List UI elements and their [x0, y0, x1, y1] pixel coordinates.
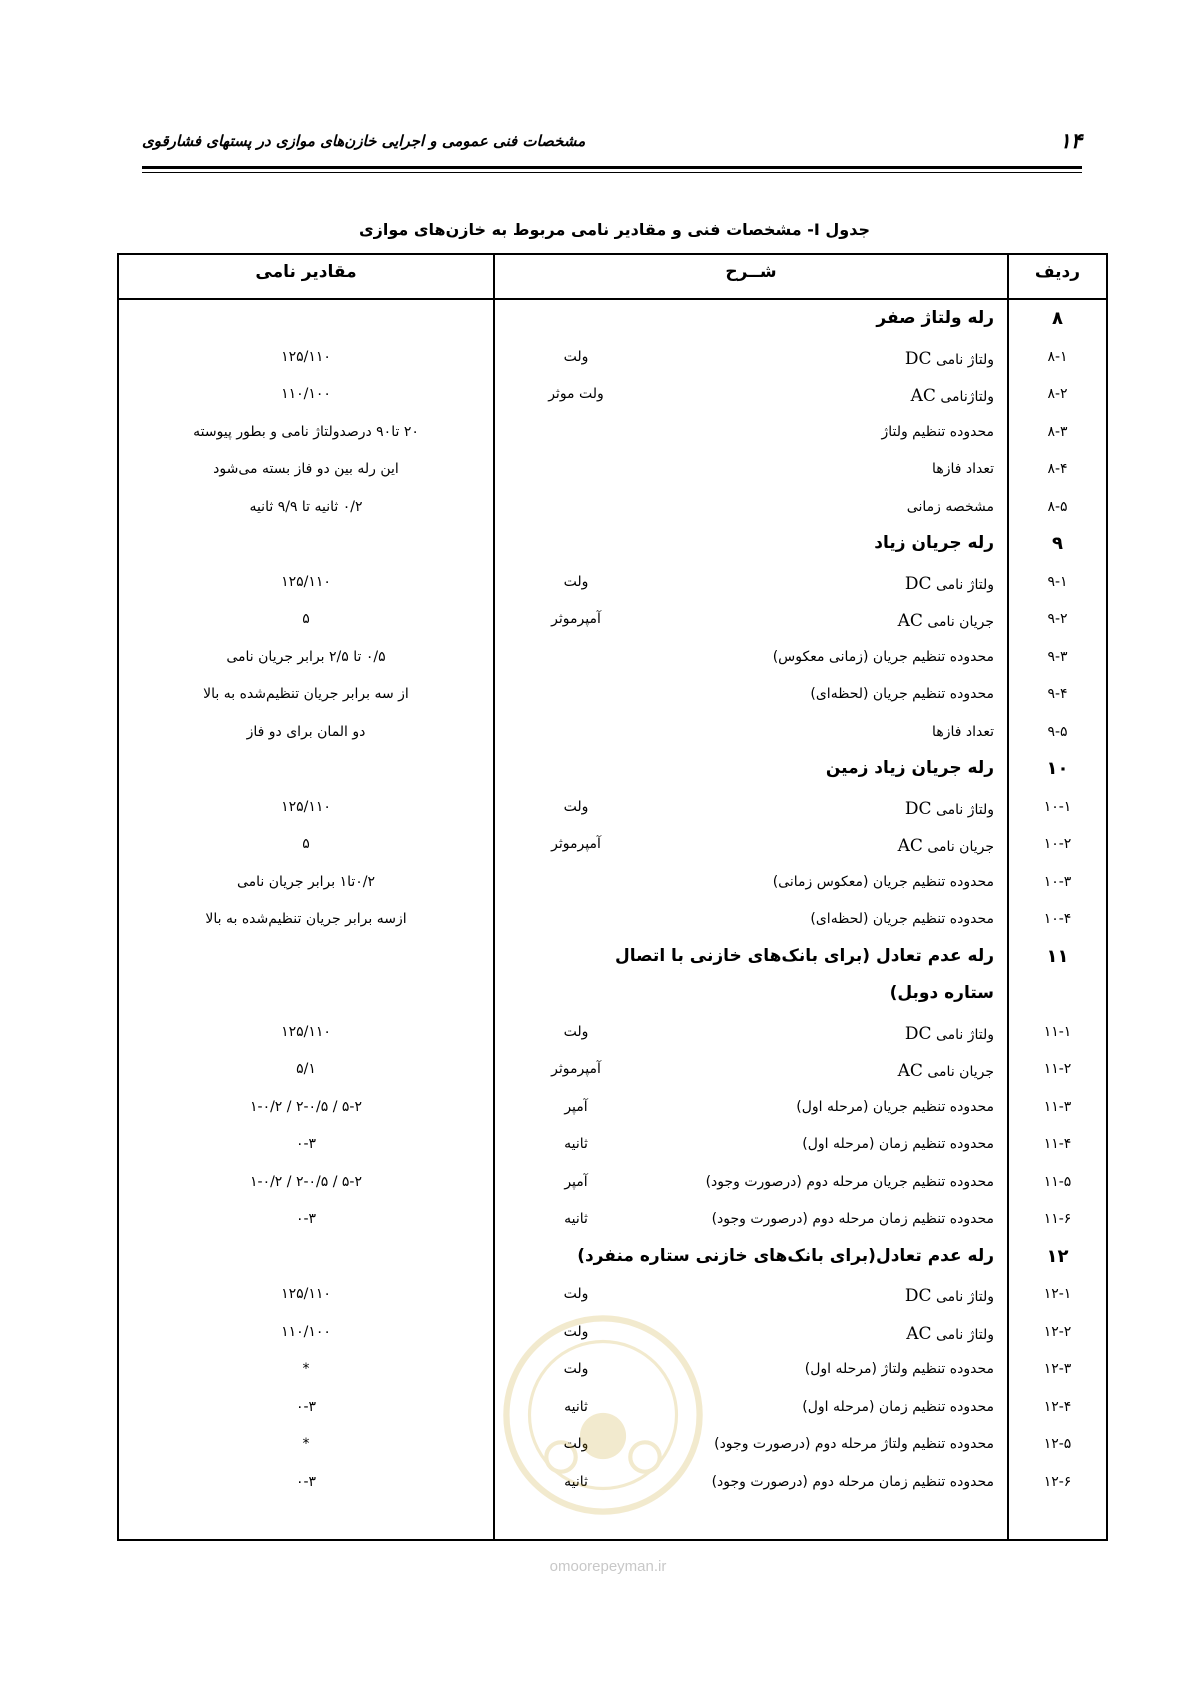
section-row [119, 1241, 1106, 1279]
row-number: ۱۲-۱ [1043, 1286, 1072, 1302]
column-header-desc: شــرح [725, 262, 777, 282]
table-row [119, 1128, 1106, 1166]
row-description [724, 611, 994, 631]
description-text: جریان نامی [927, 1064, 994, 1080]
row-number: ۱۲-۳ [1043, 1361, 1072, 1377]
description-text: ولتاژ نامی [935, 1289, 994, 1305]
row-value: ازسه برابر جریان تنظیم‌شده به بالا [205, 911, 407, 927]
description-latin: DC [904, 573, 932, 594]
table-row [119, 603, 1106, 641]
table-row [119, 791, 1106, 829]
row-description [494, 1246, 994, 1266]
description-text: ولتاژ نامی [935, 1026, 994, 1043]
row-description [724, 799, 994, 819]
row-description [724, 836, 994, 856]
row-value: ۵-۲ / ۲-۰/۵ / ۱-۰/۲ [250, 1098, 362, 1115]
row-value: ۰/۲ ثانیه تا ۹/۹ ثانیه [249, 498, 363, 515]
header-rule-thin [142, 172, 1082, 173]
table-row [119, 678, 1106, 716]
row-description [714, 1436, 994, 1452]
table-row [119, 416, 1106, 454]
row-description [711, 1473, 994, 1490]
description-latin: AC [897, 611, 923, 631]
table-row [119, 1166, 1106, 1204]
row-number: ۱۱-۶ [1043, 1211, 1072, 1227]
description-latin: DC [904, 1023, 932, 1044]
row-description [724, 499, 994, 515]
row-unit: ولت [563, 1436, 589, 1452]
table-row [119, 1091, 1106, 1129]
row-number: ۱۱-۳ [1043, 1098, 1072, 1115]
row-description [724, 1099, 994, 1115]
section-row [119, 303, 1106, 341]
description-text: مشخصه زمانی [906, 498, 994, 515]
section-row [119, 753, 1106, 791]
row-number: ۹-۱ [1047, 573, 1068, 590]
row-unit: ولت [563, 1361, 589, 1377]
row-description [711, 1211, 994, 1227]
row-value: ۰-۳ [295, 1211, 317, 1227]
row-unit: ثانیه [564, 1473, 588, 1490]
row-value: ۱۲۵/۱۱۰ [281, 573, 331, 590]
row-description [724, 911, 994, 927]
row-description [724, 1061, 994, 1081]
page-number: ۱۴ [1059, 128, 1082, 153]
page-header [142, 128, 1082, 168]
description-text: محدوده تنظیم زمان (مرحله اول) [802, 1136, 994, 1152]
row-unit: ثانیه [564, 1136, 588, 1152]
row-description [724, 649, 994, 665]
description-text: ولتاژ نامی [935, 1326, 994, 1343]
row-value: ۰-۳ [295, 1136, 317, 1152]
row-number: ۱۰ [1046, 758, 1069, 779]
description-text: ولتاژ نامی [935, 801, 994, 818]
row-number: ۱۲-۶ [1043, 1473, 1072, 1490]
row-number: ۱۱-۴ [1043, 1136, 1072, 1152]
row-unit: ولت [563, 1286, 589, 1302]
row-number: ۹-۴ [1047, 686, 1068, 702]
row-number: ۱۰-۳ [1043, 873, 1072, 890]
row-value: * [302, 1361, 310, 1377]
row-description [724, 386, 994, 406]
description-latin: AC [906, 1323, 932, 1344]
row-number: ۹-۵ [1047, 723, 1068, 740]
row-value: ۰-۳ [295, 1473, 317, 1490]
table-row [119, 491, 1106, 529]
row-description [494, 946, 994, 966]
row-description [494, 533, 994, 553]
description-text: ولتاژنامی [940, 389, 994, 405]
row-number: ۸-۴ [1047, 461, 1068, 477]
description-text: رله ولتاژ صفر [876, 308, 994, 328]
table-row [119, 566, 1106, 604]
table-row [119, 866, 1106, 904]
description-latin: DC [904, 1286, 932, 1306]
row-number: ۱۰-۱ [1043, 798, 1072, 815]
description-text: جریان نامی [927, 839, 994, 855]
row-description [724, 1136, 994, 1152]
row-unit: ولت [563, 1323, 589, 1340]
row-description [724, 424, 994, 440]
column-header-no: ردیف [1034, 262, 1081, 282]
row-value: ۱۱۰/۱۰۰ [281, 386, 331, 402]
row-value: ۱۲۵/۱۱۰ [281, 798, 331, 815]
row-value: ۱۲۵/۱۱۰ [281, 1023, 331, 1040]
row-description [724, 1399, 994, 1415]
row-description [724, 724, 994, 740]
row-description [724, 874, 994, 890]
row-number: ۱۲-۴ [1043, 1398, 1072, 1415]
description-text: محدوده تنظیم جریان (لحظه‌ای) [810, 911, 994, 927]
row-value: * [302, 1436, 310, 1452]
row-number: ۹-۳ [1047, 648, 1068, 665]
row-value: ۱۲۵/۱۱۰ [281, 348, 331, 365]
table-row [119, 716, 1106, 754]
description-text: رله جریان زیاد [874, 533, 994, 553]
row-unit: آمپر [564, 1098, 588, 1115]
row-value: ۵/۱ [296, 1061, 316, 1077]
table-row [119, 641, 1106, 679]
description-text: محدوده تنظیم جریان (معکوس زمانی) [772, 873, 994, 890]
row-unit: آمپرموثر [551, 1061, 601, 1077]
row-value: ۱۲۵/۱۱۰ [281, 1286, 331, 1302]
table-row [119, 903, 1106, 941]
row-description [724, 1361, 994, 1377]
description-text: محدوده تنظیم جریان مرحله دوم (درصورت وجود) [705, 1173, 994, 1190]
description-latin: DC [904, 798, 932, 819]
row-number: ۹ [1052, 533, 1063, 554]
description-text: محدوده تنظیم زمان (مرحله اول) [802, 1398, 994, 1415]
description-text: محدوده تنظیم جریان (مرحله اول) [796, 1098, 994, 1115]
row-description [724, 1024, 994, 1044]
row-number: ۸-۵ [1047, 498, 1068, 515]
description-text: تعداد فازها [932, 723, 994, 740]
description-text: ولتاژ نامی [935, 351, 994, 368]
row-description [724, 1286, 994, 1306]
row-description [494, 983, 994, 1003]
column-header-val: مقادیر نامی [255, 262, 357, 282]
row-value: ۲۰ تا۹۰ درصدولتاژ نامی و بطور پیوسته [193, 423, 419, 440]
description-text: محدوده تنظیم ولتاژ مرحله دوم (درصورت وجود) [714, 1436, 994, 1452]
row-number: ۹-۲ [1047, 611, 1068, 627]
table-row [119, 1053, 1106, 1091]
header-rule-thick [142, 166, 1082, 169]
description-text: ستاره دوبل) [889, 983, 994, 1003]
section-row [119, 978, 1106, 1016]
description-latin: DC [904, 348, 932, 369]
row-number: ۸ [1052, 308, 1063, 329]
row-unit: ولت [563, 348, 589, 365]
row-value: ۱۱۰/۱۰۰ [281, 1323, 331, 1340]
row-description [494, 758, 994, 778]
description-text: محدوده تنظیم ولتاژ (مرحله اول) [804, 1361, 994, 1377]
description-text: محدوده تنظیم جریان (لحظه‌ای) [810, 686, 994, 702]
row-description [724, 574, 994, 594]
row-value: از سه برابر جریان تنظیم‌شده به بالا [203, 686, 409, 702]
section-row [119, 941, 1106, 979]
row-number: ۱۱-۲ [1043, 1061, 1072, 1077]
row-description [724, 1324, 994, 1344]
watermark-seal-icon [498, 1310, 708, 1520]
description-latin: AC [897, 836, 923, 856]
row-description [724, 349, 994, 369]
description-text: محدوده تنظیم زمان مرحله دوم (درصورت وجود) [711, 1211, 994, 1227]
row-number: ۱۲ [1046, 1245, 1069, 1267]
watermark-text: omoorepeyman.ir [549, 1558, 667, 1575]
row-value: ۵ [302, 611, 310, 627]
row-number: ۱۱-۱ [1043, 1023, 1072, 1040]
row-unit: آمپرموثر [551, 836, 601, 852]
row-number: ۱۲-۲ [1043, 1323, 1072, 1340]
description-latin: AC [897, 1061, 923, 1081]
row-unit: ولت [563, 573, 589, 590]
header-divider [119, 298, 1106, 300]
row-unit: ولت موثر [548, 386, 604, 402]
row-number: ۱۰-۴ [1043, 911, 1072, 927]
description-latin: AC [910, 386, 936, 406]
description-text: محدوده تنظیم جریان (زمانی معکوس) [772, 648, 994, 665]
row-value: ۰/۵ تا ۲/۵ برابر جریان نامی [226, 648, 386, 665]
row-value: این رله بین دو فاز بسته می‌شود [213, 461, 399, 477]
table-row [119, 341, 1106, 379]
description-text: رله جریان زیاد زمین [825, 758, 994, 778]
header-title: مشخصات فنی عمومی و اجرایی خازن‌های موازی در پستهای فشارقوی [142, 132, 586, 150]
row-number: ۱۱ [1046, 945, 1069, 967]
table-row [119, 378, 1106, 416]
section-row [119, 528, 1106, 566]
row-description [724, 461, 994, 477]
row-unit: ثانیه [564, 1398, 588, 1415]
row-unit: ولت [563, 1023, 589, 1040]
description-text: رله عدم تعادل (برای بانک‌های خازنی با اتصال [615, 945, 994, 966]
row-number: ۱۲-۵ [1043, 1436, 1072, 1452]
row-unit: آمپر [564, 1173, 588, 1190]
description-text: ولتاژ نامی [935, 576, 994, 593]
row-unit: ثانیه [564, 1211, 588, 1227]
table-row [119, 1016, 1106, 1054]
table-row [119, 1203, 1106, 1241]
row-value: ۰-۳ [295, 1398, 317, 1415]
row-description [494, 308, 994, 328]
description-text: جریان نامی [927, 614, 994, 630]
row-value: ۵ [302, 836, 310, 852]
row-value: دو المان برای دو فاز [246, 723, 366, 740]
row-number: ۱۱-۵ [1043, 1173, 1072, 1190]
table-row [119, 453, 1106, 491]
row-number: ۸-۳ [1047, 423, 1068, 440]
row-number: ۸-۲ [1047, 386, 1068, 402]
description-text: محدوده تنظیم زمان مرحله دوم (درصورت وجود) [711, 1473, 994, 1490]
row-value: ۵-۲ / ۲-۰/۵ / ۱-۰/۲ [250, 1173, 362, 1190]
row-description [705, 1173, 994, 1190]
row-unit: آمپرموثر [551, 611, 601, 627]
row-description [724, 686, 994, 702]
description-text: تعداد فازها [932, 461, 994, 477]
description-text: رله عدم تعادل(برای بانک‌های خازنی ستاره منفرد) [577, 1245, 994, 1266]
table-row [119, 828, 1106, 866]
row-value: ۰/۲تا۱ برابر جریان نامی [236, 873, 376, 890]
row-number: ۸-۱ [1047, 348, 1068, 365]
row-unit: ولت [563, 798, 589, 815]
description-text: محدوده تنظیم ولتاژ [881, 423, 994, 440]
table-caption: جدول I- مشخصات فنی و مقادیر نامی مربوط به خازن‌های موازی [358, 220, 870, 239]
row-number: ۱۰-۲ [1043, 836, 1072, 852]
